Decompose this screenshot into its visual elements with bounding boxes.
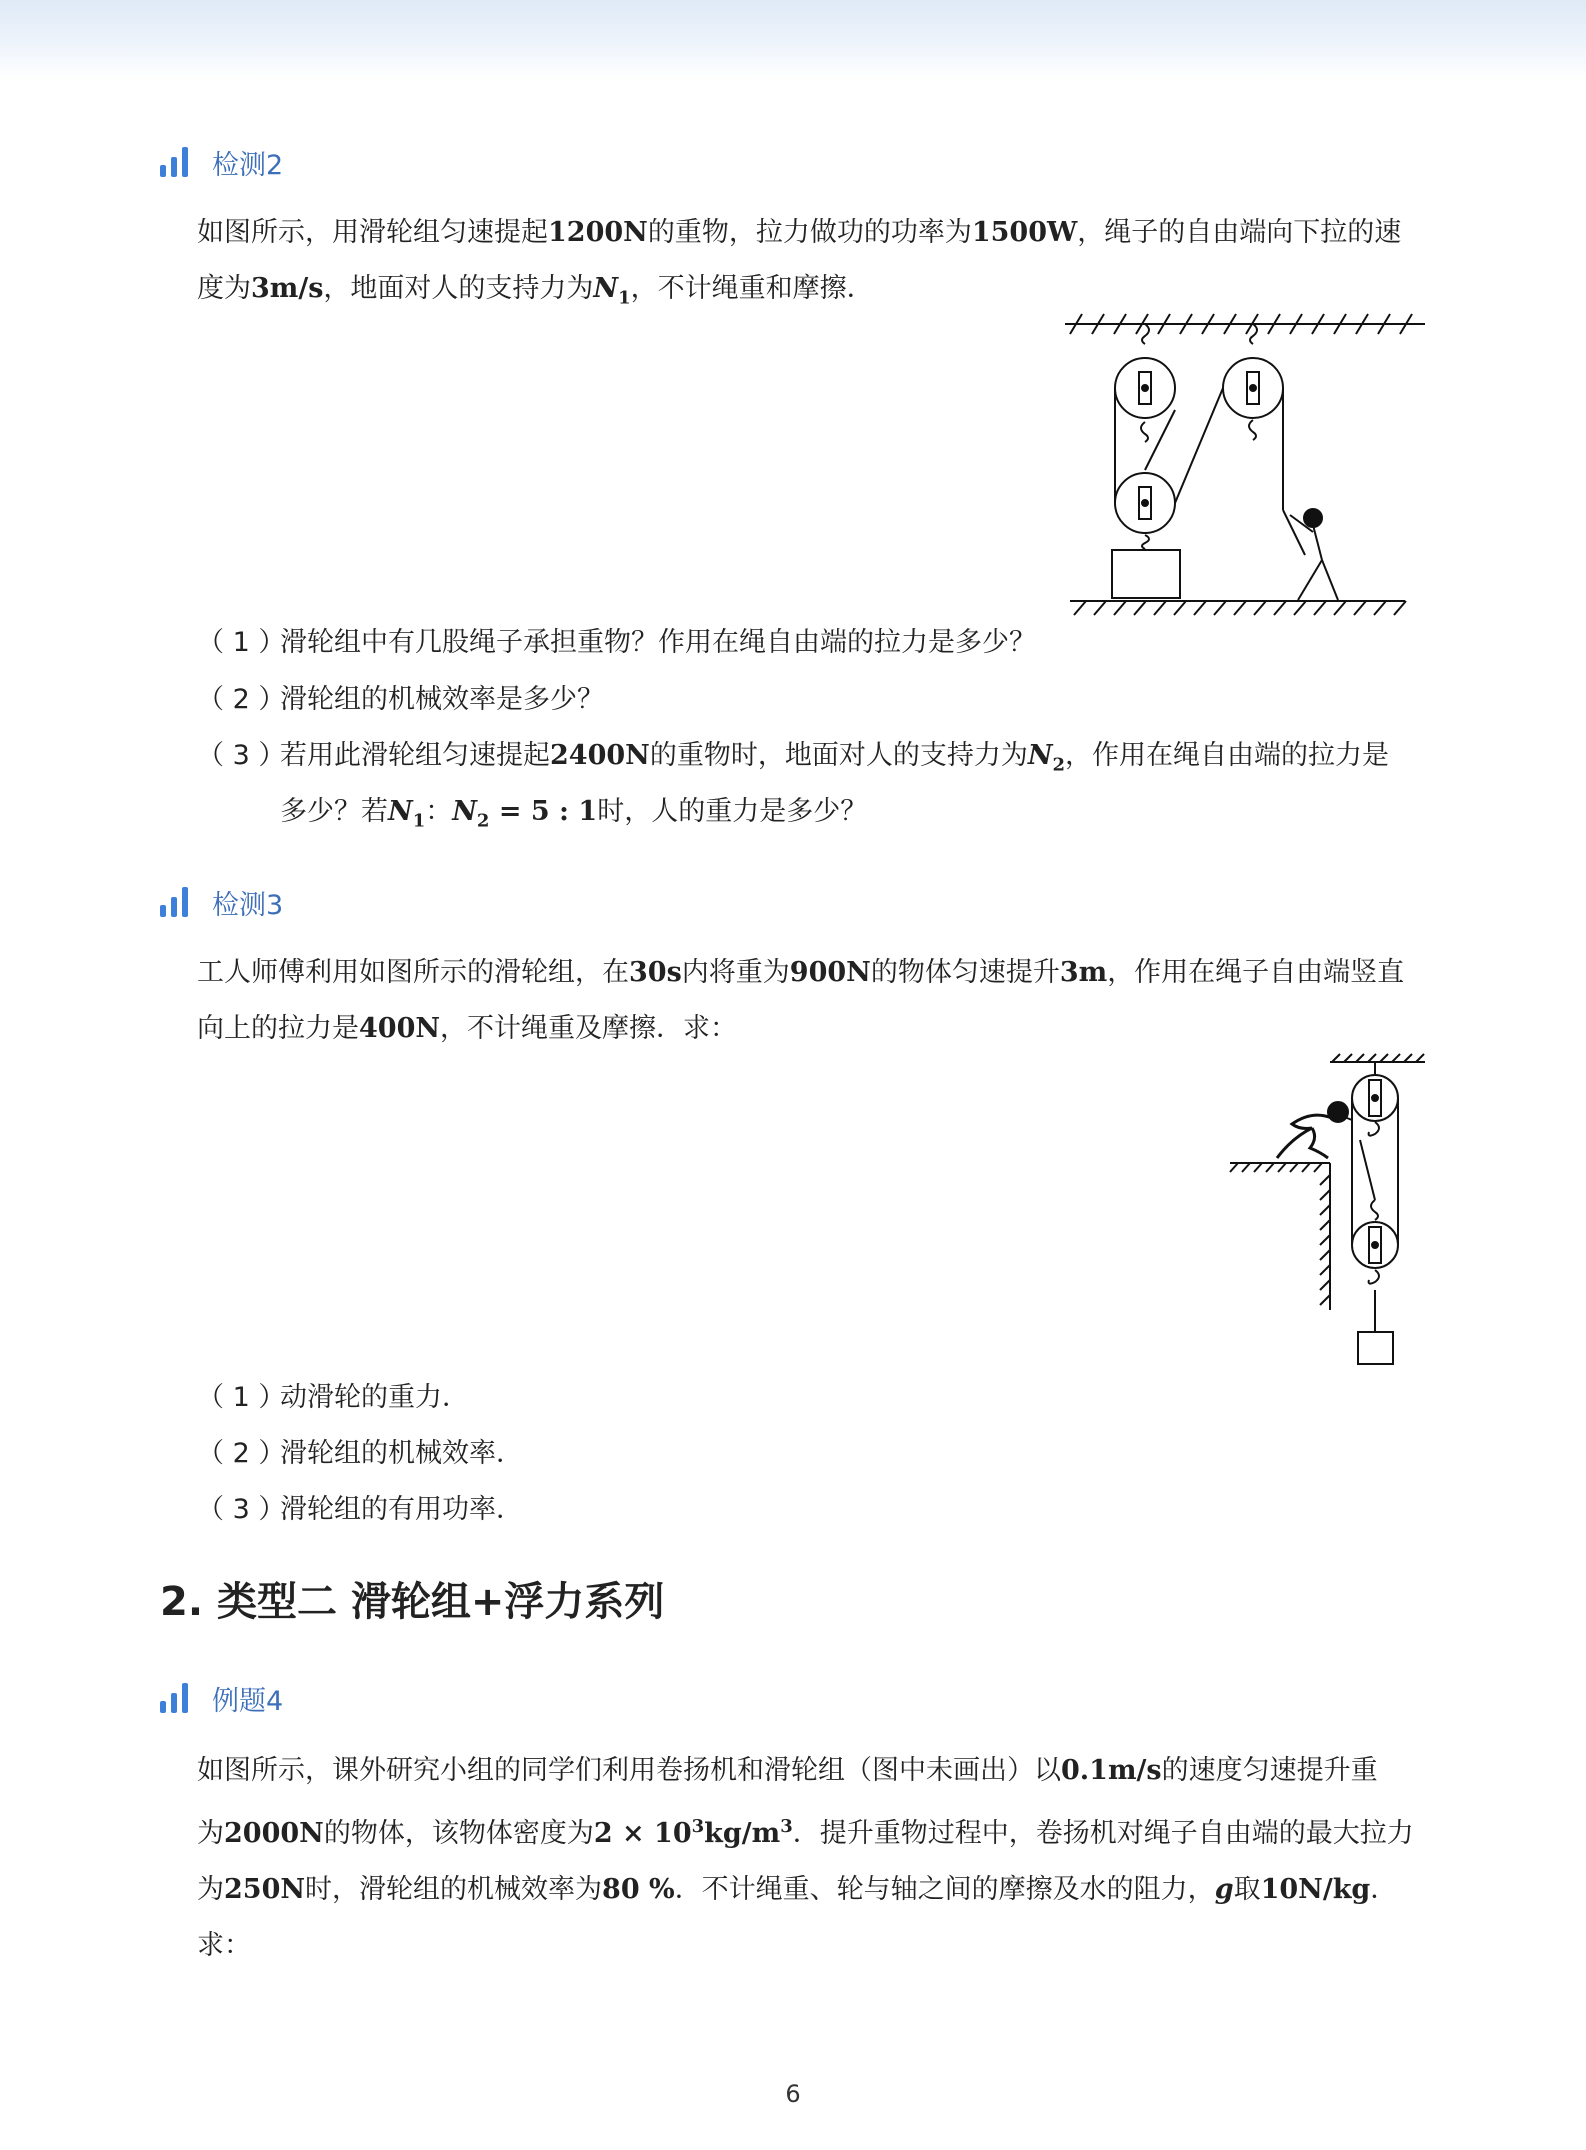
bar-chart-icon	[160, 887, 194, 917]
question-1-check2: （ 1 ）滑轮组中有几股绳子承担重物？作用在绳自由端的拉力是多少？	[197, 627, 1036, 658]
question-3-check2: （ 3 ）若用此滑轮组匀速提起2400N的重物时，地面对人的支持力为$N_2$，作用在绳自由端的拉力是	[197, 740, 1390, 776]
question-1-check3: （ 1 ）动滑轮的重力．	[197, 1382, 469, 1413]
problem-text-example4: 如图所示，课外研究小组的同学们利用卷扬机和滑轮组（图中未画出）以0.1m/s的速度匀速提升重 为2000N的物体，该物体密度为$2 \times 10^3kg/m^3$．提升重物过程中，卷扬机对绳子自由端的最大拉力 为250N时，滑轮组的机械效率为80 %．不计绳重、轮与轴之间的摩擦及水的阻力，g取10N/kg． 求：	[197, 1755, 1414, 1961]
question-2-check3: （ 2 ）滑轮组的机械效率．	[197, 1438, 523, 1469]
question-2-check2: （ 2 ）滑轮组的机械效率是多少？	[197, 684, 604, 715]
pulley-diagram-2	[1220, 1050, 1430, 1375]
bar-chart-icon	[160, 147, 194, 177]
question-3-check3: （ 3 ）滑轮组的有用功率．	[197, 1494, 523, 1525]
section-title: 检测2	[212, 149, 284, 181]
section-heading-check2	[160, 140, 283, 184]
bar-chart-icon	[160, 1683, 194, 1713]
section-title: 例题4	[212, 1685, 284, 1717]
section-title: 检测3	[212, 889, 284, 921]
section-heading-check3	[160, 880, 283, 924]
question-3-continuation: 多少？若$N_1$：$N_2 = 5$ : 1时，人的重力是多少？	[280, 796, 868, 832]
page-number: 6	[785, 2080, 801, 2108]
pulley-diagram-1	[1060, 310, 1430, 620]
header-band	[0, 0, 1586, 80]
section-heading-example4	[160, 1676, 283, 1720]
section-heading-type2: 2. 类型二 滑轮组+浮力系列	[160, 1579, 665, 1625]
problem-text-check3: 工人师傅利用如图所示的滑轮组，在30s内将重为900N的物体匀速提升3m，作用在绳子自由端竖直 向上的拉力是400N，不计绳重及摩擦．求：	[197, 957, 1405, 1044]
problem-text-check2: 如图所示，用滑轮组匀速提起1200N的重物，拉力做功的功率为1500W，绳子的自由端向下拉的速 度为3m/s，地面对人的支持力为$N_1$，不计绳重和摩擦．	[197, 217, 1402, 309]
